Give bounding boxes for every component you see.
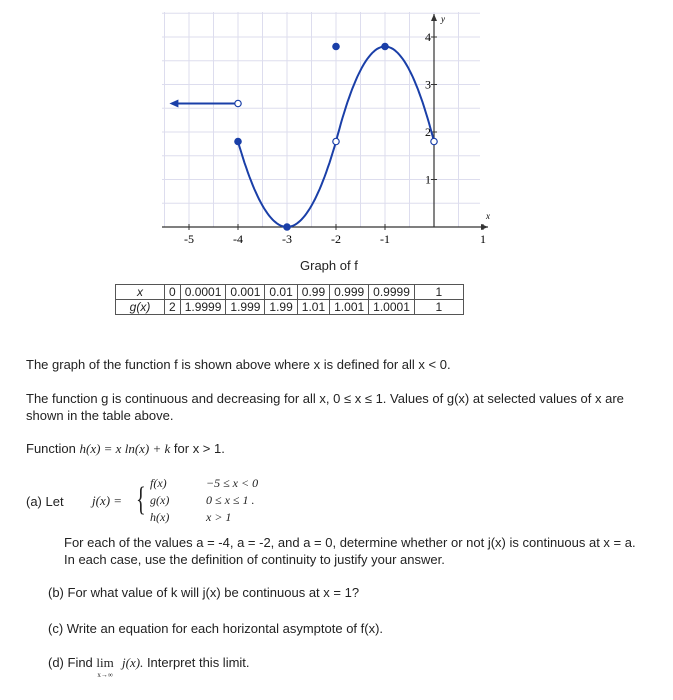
graph-caption: Graph of f	[300, 258, 358, 273]
brace: {	[136, 481, 146, 518]
table-cell-x: 1	[414, 285, 463, 300]
table-cell-x: 0.999	[330, 285, 369, 300]
y-axis-label: y	[441, 14, 445, 24]
limit-symbol	[96, 654, 118, 679]
table-row-g	[116, 300, 464, 315]
ray-left-arrow	[169, 100, 178, 108]
table-cell-x: 0	[165, 285, 181, 300]
y-tick-label: 1	[425, 172, 431, 187]
lim-word: lim	[96, 655, 114, 670]
table-cell-x: 0.9999	[369, 285, 415, 300]
table-cell-x: 0.0001	[180, 285, 226, 300]
x-tick-label: -3	[282, 232, 292, 246]
table-cell-g: 2	[165, 300, 181, 315]
piecewise-condition: −5 ≤ x < 0	[206, 476, 259, 490]
x-tick-label: -2	[331, 232, 341, 246]
part-a-prefix: (a) Let	[26, 494, 64, 509]
closed-point	[284, 224, 290, 230]
piecewise-expr: g(x)	[150, 493, 170, 507]
open-point	[431, 138, 437, 144]
piecewise-expr: f(x)	[150, 476, 167, 490]
x-axis-arrow	[481, 224, 488, 230]
table-cell-x: 0.99	[297, 285, 329, 300]
piecewise-row	[150, 493, 258, 510]
y-tick-label: 4	[425, 30, 431, 44]
table-cell-g: 1.01	[297, 300, 329, 315]
x-tick-label: -5	[184, 232, 194, 246]
h-formula: h(x) = x ln(x) + k	[79, 441, 171, 456]
x-axis-label: x	[486, 211, 490, 221]
piecewise-condition: x > 1	[206, 510, 232, 524]
x-tick-label: -4	[233, 232, 243, 246]
table-cell-g: 1.0001	[369, 300, 415, 315]
closed-point	[382, 43, 388, 49]
piecewise-definition	[150, 476, 258, 527]
g-values-table	[115, 284, 464, 315]
x-tick-label: -1	[380, 232, 390, 246]
closed-point	[333, 43, 339, 49]
axes	[162, 14, 488, 230]
open-point	[235, 100, 241, 106]
j-lhs: j(x) =	[92, 493, 123, 508]
row-label-g: g(x)	[116, 300, 165, 315]
table-cell-g: 1.99	[265, 300, 297, 315]
graph-of-f	[0, 0, 673, 280]
curve-segments	[169, 47, 434, 228]
table-cell-g: 1.999	[226, 300, 265, 315]
intro-g-text: The function g is continuous and decreasing for all x, 0 ≤ x ≤ 1. Values of g(x) at selected values of x are shown in the table above.	[26, 391, 624, 423]
lim-subscript: x→∞	[97, 671, 113, 679]
intro-h-text	[26, 440, 656, 457]
y-tick-label: 3	[425, 77, 431, 92]
grid	[162, 12, 480, 227]
part-d-prefix: (d) Find	[48, 655, 97, 670]
part-b-text: (b) For what value of k will j(x) be continuous at x = 1?	[48, 585, 360, 600]
table-cell-g: 1.9999	[180, 300, 226, 315]
part-c-text: (c) Write an equation for each horizontal asymptote of f(x).	[48, 621, 384, 636]
piecewise-expr: h(x)	[150, 510, 170, 524]
x-tick-label: 1	[480, 232, 486, 246]
piecewise-row	[150, 476, 258, 493]
closed-point	[235, 138, 241, 144]
intro-f-text: The graph of the function f is shown above where x is defined for all x < 0.	[26, 357, 451, 372]
part-d-expr: j(x).	[122, 655, 144, 670]
intro-h-prefix: Function	[26, 441, 80, 456]
piecewise-row	[150, 510, 258, 527]
table-row-x	[116, 285, 464, 300]
row-label-x: x	[116, 285, 165, 300]
y-axis-arrow	[431, 14, 437, 21]
table-cell-g: 1.001	[330, 300, 369, 315]
table-cell-x: 0.01	[265, 285, 297, 300]
piecewise-condition: 0 ≤ x ≤ 1 .	[206, 493, 255, 507]
open-point	[333, 138, 339, 144]
table-cell-x: 0.001	[226, 285, 265, 300]
y-tick-label: 2	[425, 125, 431, 139]
intro-h-suffix: for x > 1.	[170, 441, 225, 456]
part-d-text	[48, 654, 648, 679]
part-d-suffix: Interpret this limit.	[143, 655, 250, 670]
table-cell-g: 1	[414, 300, 463, 315]
part-a-body: For each of the values a = -4, a = -2, and a = 0, determine whether or not j(x) is continuous at x = a. In each case, use the definition of continuity to justify your answer.	[64, 535, 636, 567]
